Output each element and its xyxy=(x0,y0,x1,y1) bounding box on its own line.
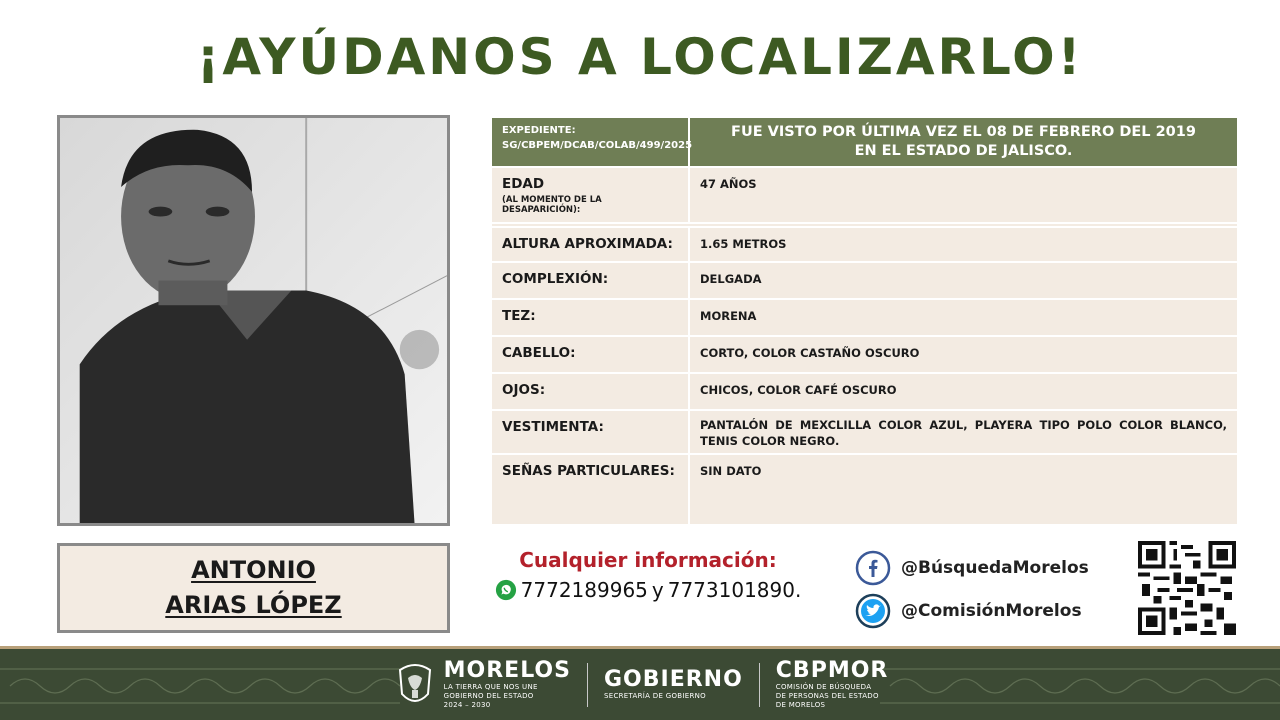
footer-gobierno xyxy=(604,668,743,701)
footer-gobierno-sub: SECRETARÍA DE GOBIERNO xyxy=(603,692,706,700)
details-table xyxy=(492,118,1237,524)
cabello-label: CABELLO: xyxy=(492,337,690,372)
last-seen-cell xyxy=(690,118,1237,166)
phone-number-2[interactable]: 7773101890. xyxy=(667,578,802,602)
page-title: ¡AYÚDANOS A LOCALIZARLO! xyxy=(196,28,1084,86)
edad-value: 47 AÑOS xyxy=(700,177,757,191)
complexion-label: COMPLEXIÓN: xyxy=(492,263,690,298)
facebook-icon xyxy=(855,550,891,586)
footer-banner xyxy=(0,646,1280,720)
altura-value: 1.65 METROS xyxy=(700,237,787,251)
twitter-handle[interactable]: @ComisiónMorelos xyxy=(901,601,1082,621)
footer-morelos xyxy=(392,659,571,710)
expediente-cell xyxy=(492,118,693,166)
phone-joiner: y xyxy=(651,578,664,602)
table-row-vestimenta xyxy=(492,409,1237,453)
table-row-complexion xyxy=(492,261,1237,298)
person-last-name: ARIAS LÓPEZ xyxy=(165,591,342,619)
row-label xyxy=(492,168,690,222)
footer-morelos-sub2: GOBIERNO DEL ESTADO xyxy=(443,692,534,700)
footer-cbpmor xyxy=(776,659,889,710)
expediente-value: SG/CBPEM/DCAB/COLAB/499/2025 xyxy=(502,140,693,151)
footer-pattern-right xyxy=(880,649,1280,720)
tez-value: MORENA xyxy=(700,309,757,323)
footer-morelos-sub1: LA TIERRA QUE NOS UNE xyxy=(443,683,538,691)
complexion-value: DELGADA xyxy=(700,272,762,286)
senas-label: SEÑAS PARTICULARES: xyxy=(492,455,690,524)
footer-gobierno-title: GOBIERNO xyxy=(603,667,743,692)
facebook-handle[interactable]: @BúsquedaMorelos xyxy=(901,558,1089,578)
footer-cbpmor-sub1: COMISIÓN DE BÚSQUEDA xyxy=(775,683,872,691)
edad-label: EDAD xyxy=(502,176,545,192)
person-photo xyxy=(57,115,450,526)
footer-pattern-left xyxy=(0,649,400,720)
footer-morelos-sub3: 2024 – 2030 xyxy=(443,701,491,709)
person-first-name: ANTONIO xyxy=(191,556,316,584)
contact-info xyxy=(478,548,818,602)
tez-label: TEZ: xyxy=(492,300,690,335)
expediente-label: EXPEDIENTE: xyxy=(502,125,576,136)
table-row-ojos xyxy=(492,372,1237,409)
twitter-icon xyxy=(855,593,891,629)
social-twitter[interactable] xyxy=(855,593,1125,629)
cabello-value: CORTO, COLOR CASTAÑO OSCURO xyxy=(700,346,920,360)
last-seen-line2: EN EL ESTADO DE JALISCO. xyxy=(854,143,1073,159)
ojos-label: OJOS: xyxy=(492,374,690,409)
footer-divider xyxy=(587,663,588,707)
details-header xyxy=(492,118,1237,166)
vestimenta-value: PANTALÓN DE MEXCLILLA COLOR AZUL, PLAYERA TIPO POLO COLOR BLANCO, TENIS COLOR NEGRO. xyxy=(700,418,1227,448)
footer-divider xyxy=(759,663,760,707)
table-row-senas xyxy=(492,453,1237,524)
table-row-edad xyxy=(492,166,1237,222)
table-row-tez xyxy=(492,298,1237,335)
phone-number-1[interactable]: 7772189965 xyxy=(520,578,648,602)
table-row-cabello xyxy=(492,335,1237,372)
state-crest-icon xyxy=(392,660,438,710)
contact-phones xyxy=(478,578,818,602)
vestimenta-label: VESTIMENTA: xyxy=(492,411,690,453)
contact-title: Cualquier información: xyxy=(519,548,777,572)
senas-value: SIN DATO xyxy=(700,464,762,478)
ojos-value: CHICOS, COLOR CAFÉ OSCURO xyxy=(700,383,897,397)
person-name-box xyxy=(57,543,450,633)
whatsapp-icon xyxy=(495,579,517,601)
edad-sublabel: (AL MOMENTO DE LA DESAPARICIÓN): xyxy=(502,195,602,215)
footer-cbpmor-sub2: DE PERSONAS DEL ESTADO xyxy=(775,692,879,700)
table-row-altura xyxy=(492,226,1237,261)
footer-morelos-title: MORELOS xyxy=(443,658,571,683)
altura-label: ALTURA APROXIMADA: xyxy=(492,228,690,261)
footer-cbpmor-title: CBPMOR xyxy=(775,658,889,683)
last-seen-line1: FUE VISTO POR ÚLTIMA VEZ EL 08 DE FEBRERO DEL 2019 xyxy=(731,124,1196,140)
qr-code[interactable] xyxy=(1138,541,1236,635)
social-facebook[interactable] xyxy=(855,550,1125,586)
footer-cbpmor-sub3: DE MORELOS xyxy=(775,701,826,709)
